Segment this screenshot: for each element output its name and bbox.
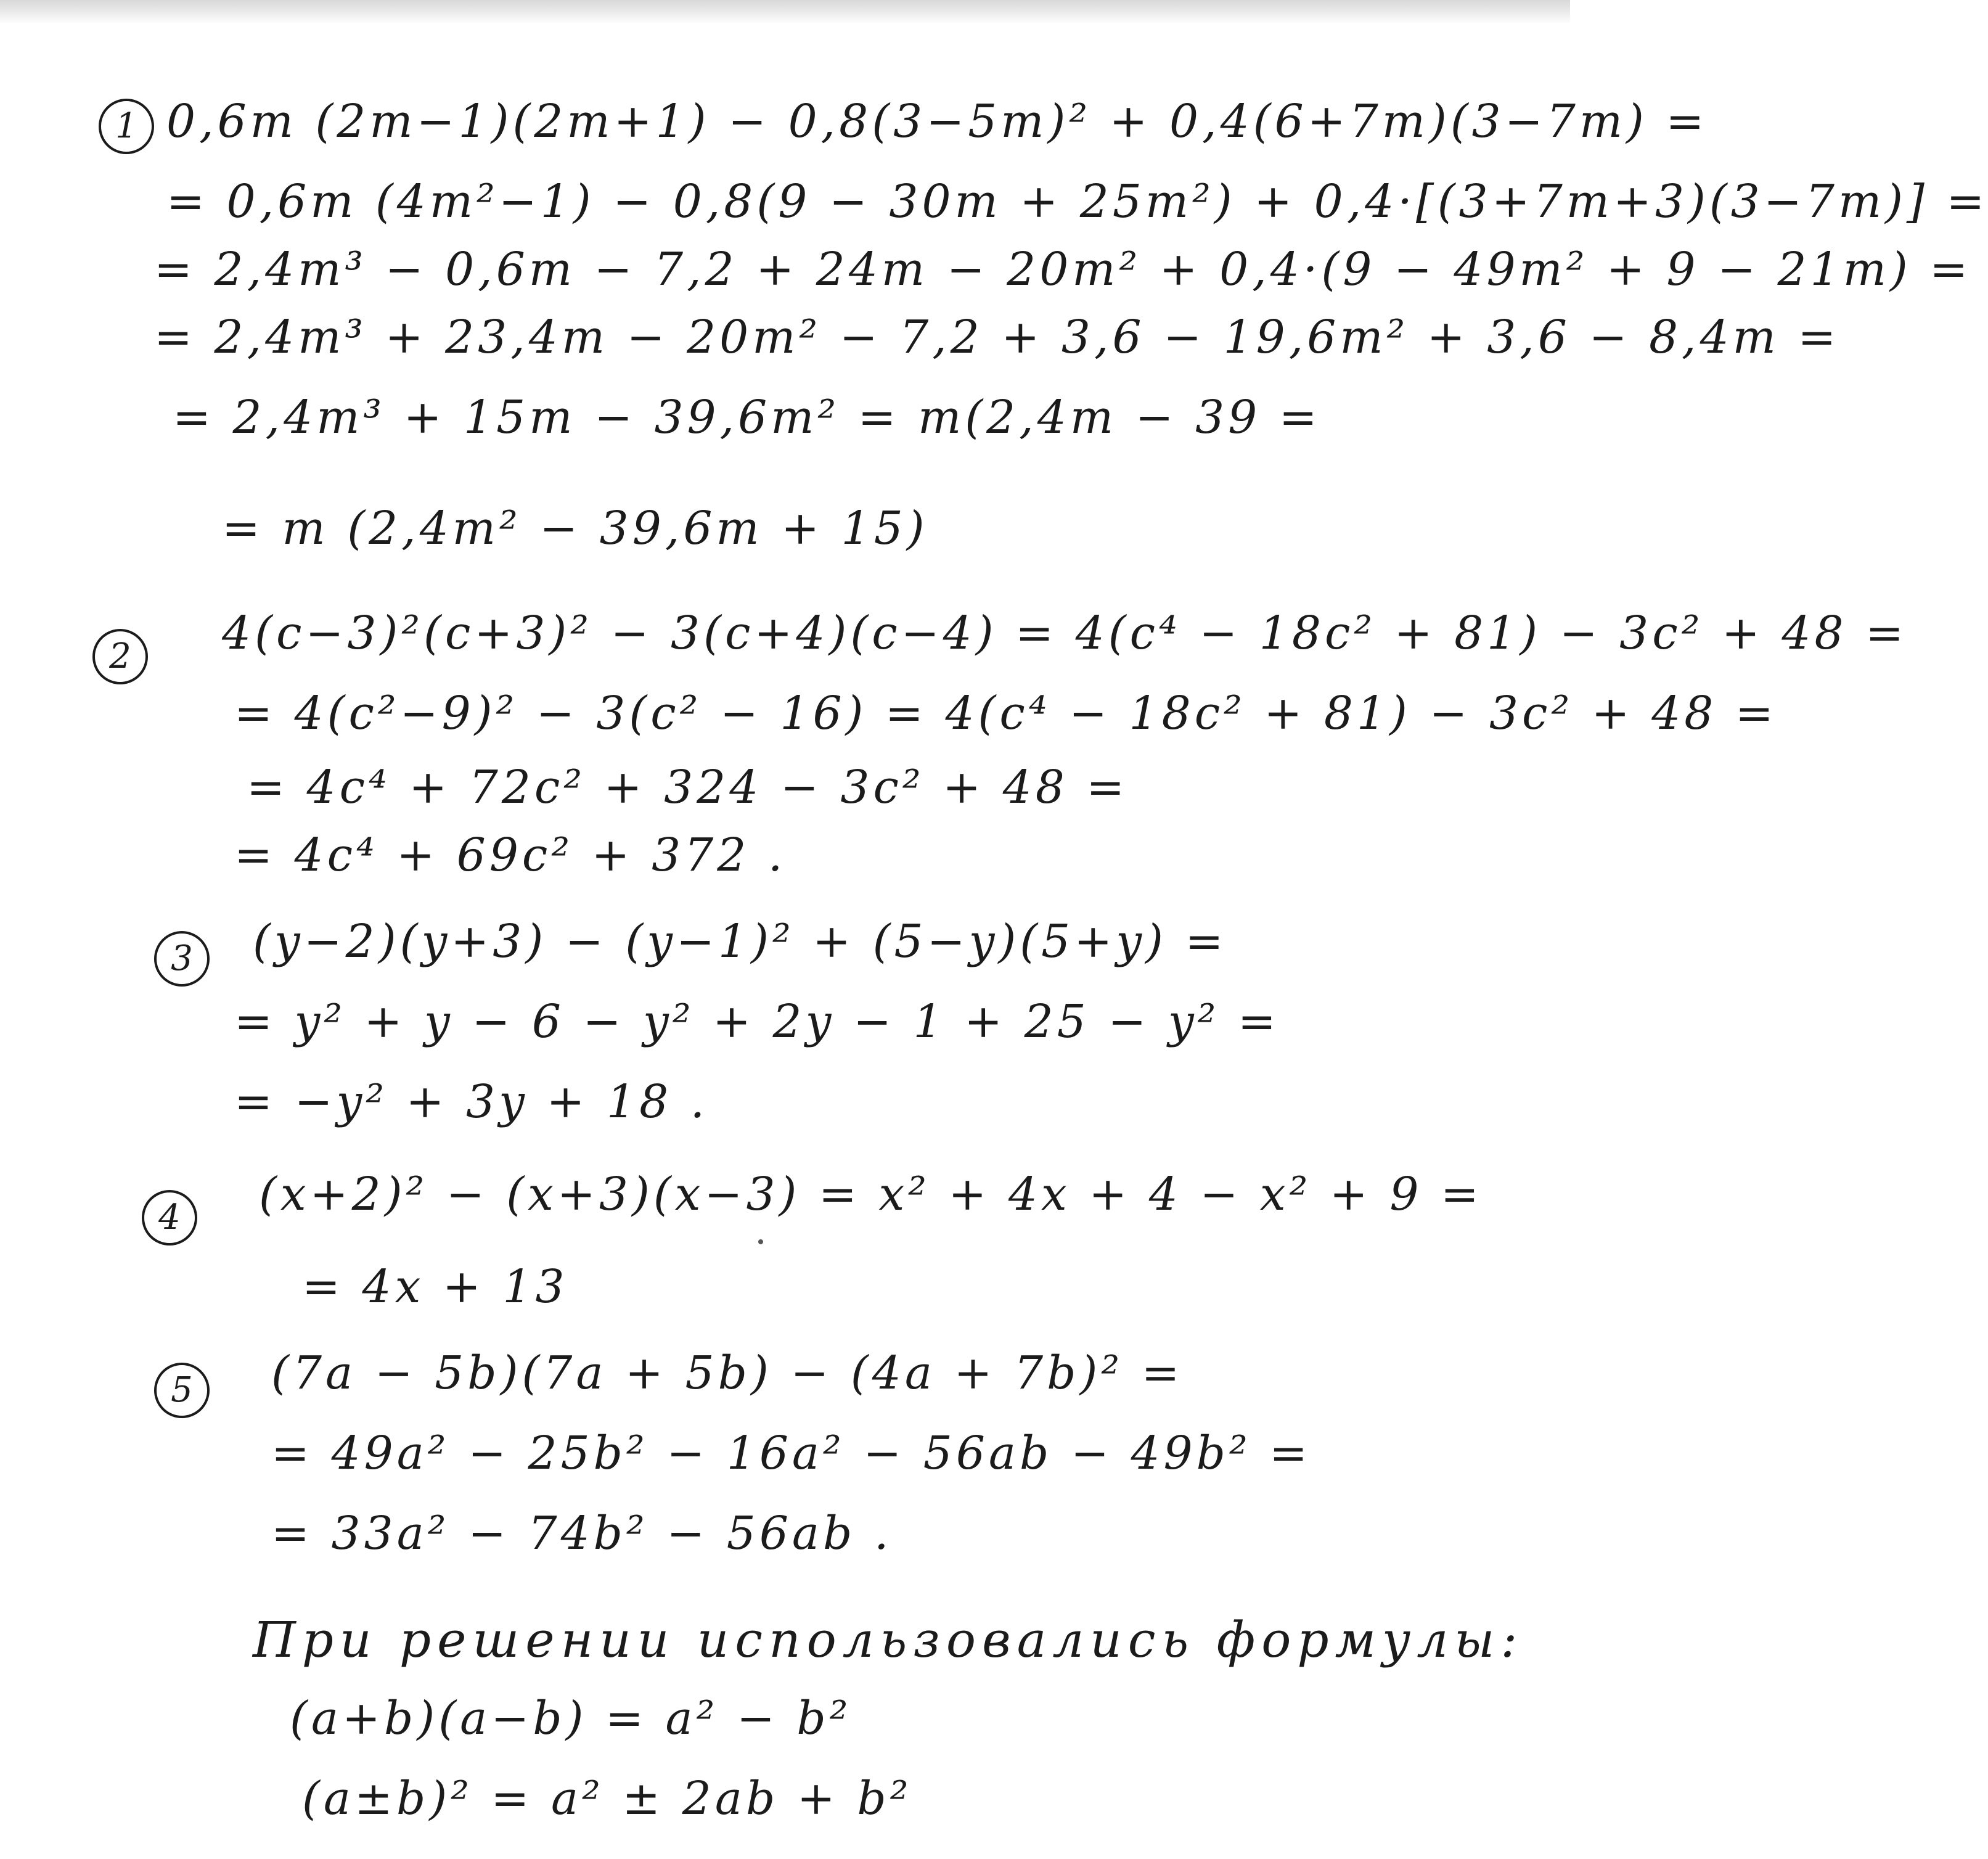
problem-3-line-1: (y−2)(y+3) − (y−1)² + (5−y)(5+y) = bbox=[253, 915, 1227, 968]
problem-number-5: 5 bbox=[154, 1363, 210, 1418]
problem-number-3: 3 bbox=[154, 931, 210, 987]
problem-number-1: 1 bbox=[99, 99, 154, 154]
problem-5-line-3: = 33a² − 74b² − 56ab . bbox=[271, 1507, 893, 1560]
ink-dot bbox=[758, 1239, 763, 1244]
problem-1-line-6: = m (2,4m² − 39,6m + 15) bbox=[222, 502, 928, 555]
problem-5-line-1: (7a − 5b)(7a + 5b) − (4a + 7b)² = bbox=[271, 1347, 1184, 1400]
problem-4-line-1: (x+2)² − (x+3)(x−3) = x² + 4x + 4 − x² + 9 = bbox=[259, 1168, 1483, 1221]
problem-4-line-2: = 4x + 13 bbox=[302, 1260, 568, 1313]
problem-1-line-4: = 2,4m³ + 23,4m − 20m² − 7,2 + 3,6 − 19,6m² + 3,6 − 8,4m = bbox=[154, 311, 1840, 364]
problem-number-2: 2 bbox=[92, 629, 148, 684]
problem-3-line-2: = y² + y − 6 − y² + 2y − 1 + 25 − y² = bbox=[234, 995, 1280, 1048]
problem-2-line-3: = 4c⁴ + 72c² + 324 − 3c² + 48 = bbox=[247, 761, 1129, 814]
problem-2-line-4: = 4c⁴ + 69c² + 372 . bbox=[234, 829, 787, 882]
problem-2-line-2: = 4(c²−9)² − 3(c² − 16) = 4(c⁴ − 18c² + 81) − 3c² + 48 = bbox=[234, 687, 1777, 740]
problem-1-line-3: = 2,4m³ − 0,6m − 7,2 + 24m − 20m² + 0,4·(9 − 49m² + 9 − 21m) = bbox=[154, 243, 1972, 296]
problem-1-line-1: 0,6m (2m−1)(2m+1) − 0,8(3−5m)² + 0,4(6+7m)(3−7m) = bbox=[166, 95, 1708, 148]
problem-3-line-3: = −y² + 3y + 18 . bbox=[234, 1075, 709, 1128]
problem-number-4: 4 bbox=[142, 1190, 197, 1245]
problem-1-line-5: = 2,4m³ + 15m − 39,6m² = m(2,4m − 39 = bbox=[173, 391, 1321, 444]
formulas-heading: При решении использовались формулы: bbox=[253, 1611, 1524, 1668]
formula-square-of-sum: (a±b)² = a² ± 2ab + b² bbox=[302, 1772, 912, 1825]
problem-2-line-1: 4(c−3)²(c+3)² − 3(c+4)(c−4) = 4(c⁴ − 18c² + 81) − 3c² + 48 = bbox=[222, 607, 1908, 660]
formula-difference-of-squares: (a+b)(a−b) = a² − b² bbox=[290, 1692, 852, 1745]
problem-1-line-2: = 0,6m (4m²−1) − 0,8(9 − 30m + 25m²) + 0,4·[(3+7m+3)(3−7m)] = bbox=[166, 175, 1988, 228]
problem-5-line-2: = 49a² − 25b² − 16a² − 56ab − 49b² = bbox=[271, 1427, 1312, 1480]
